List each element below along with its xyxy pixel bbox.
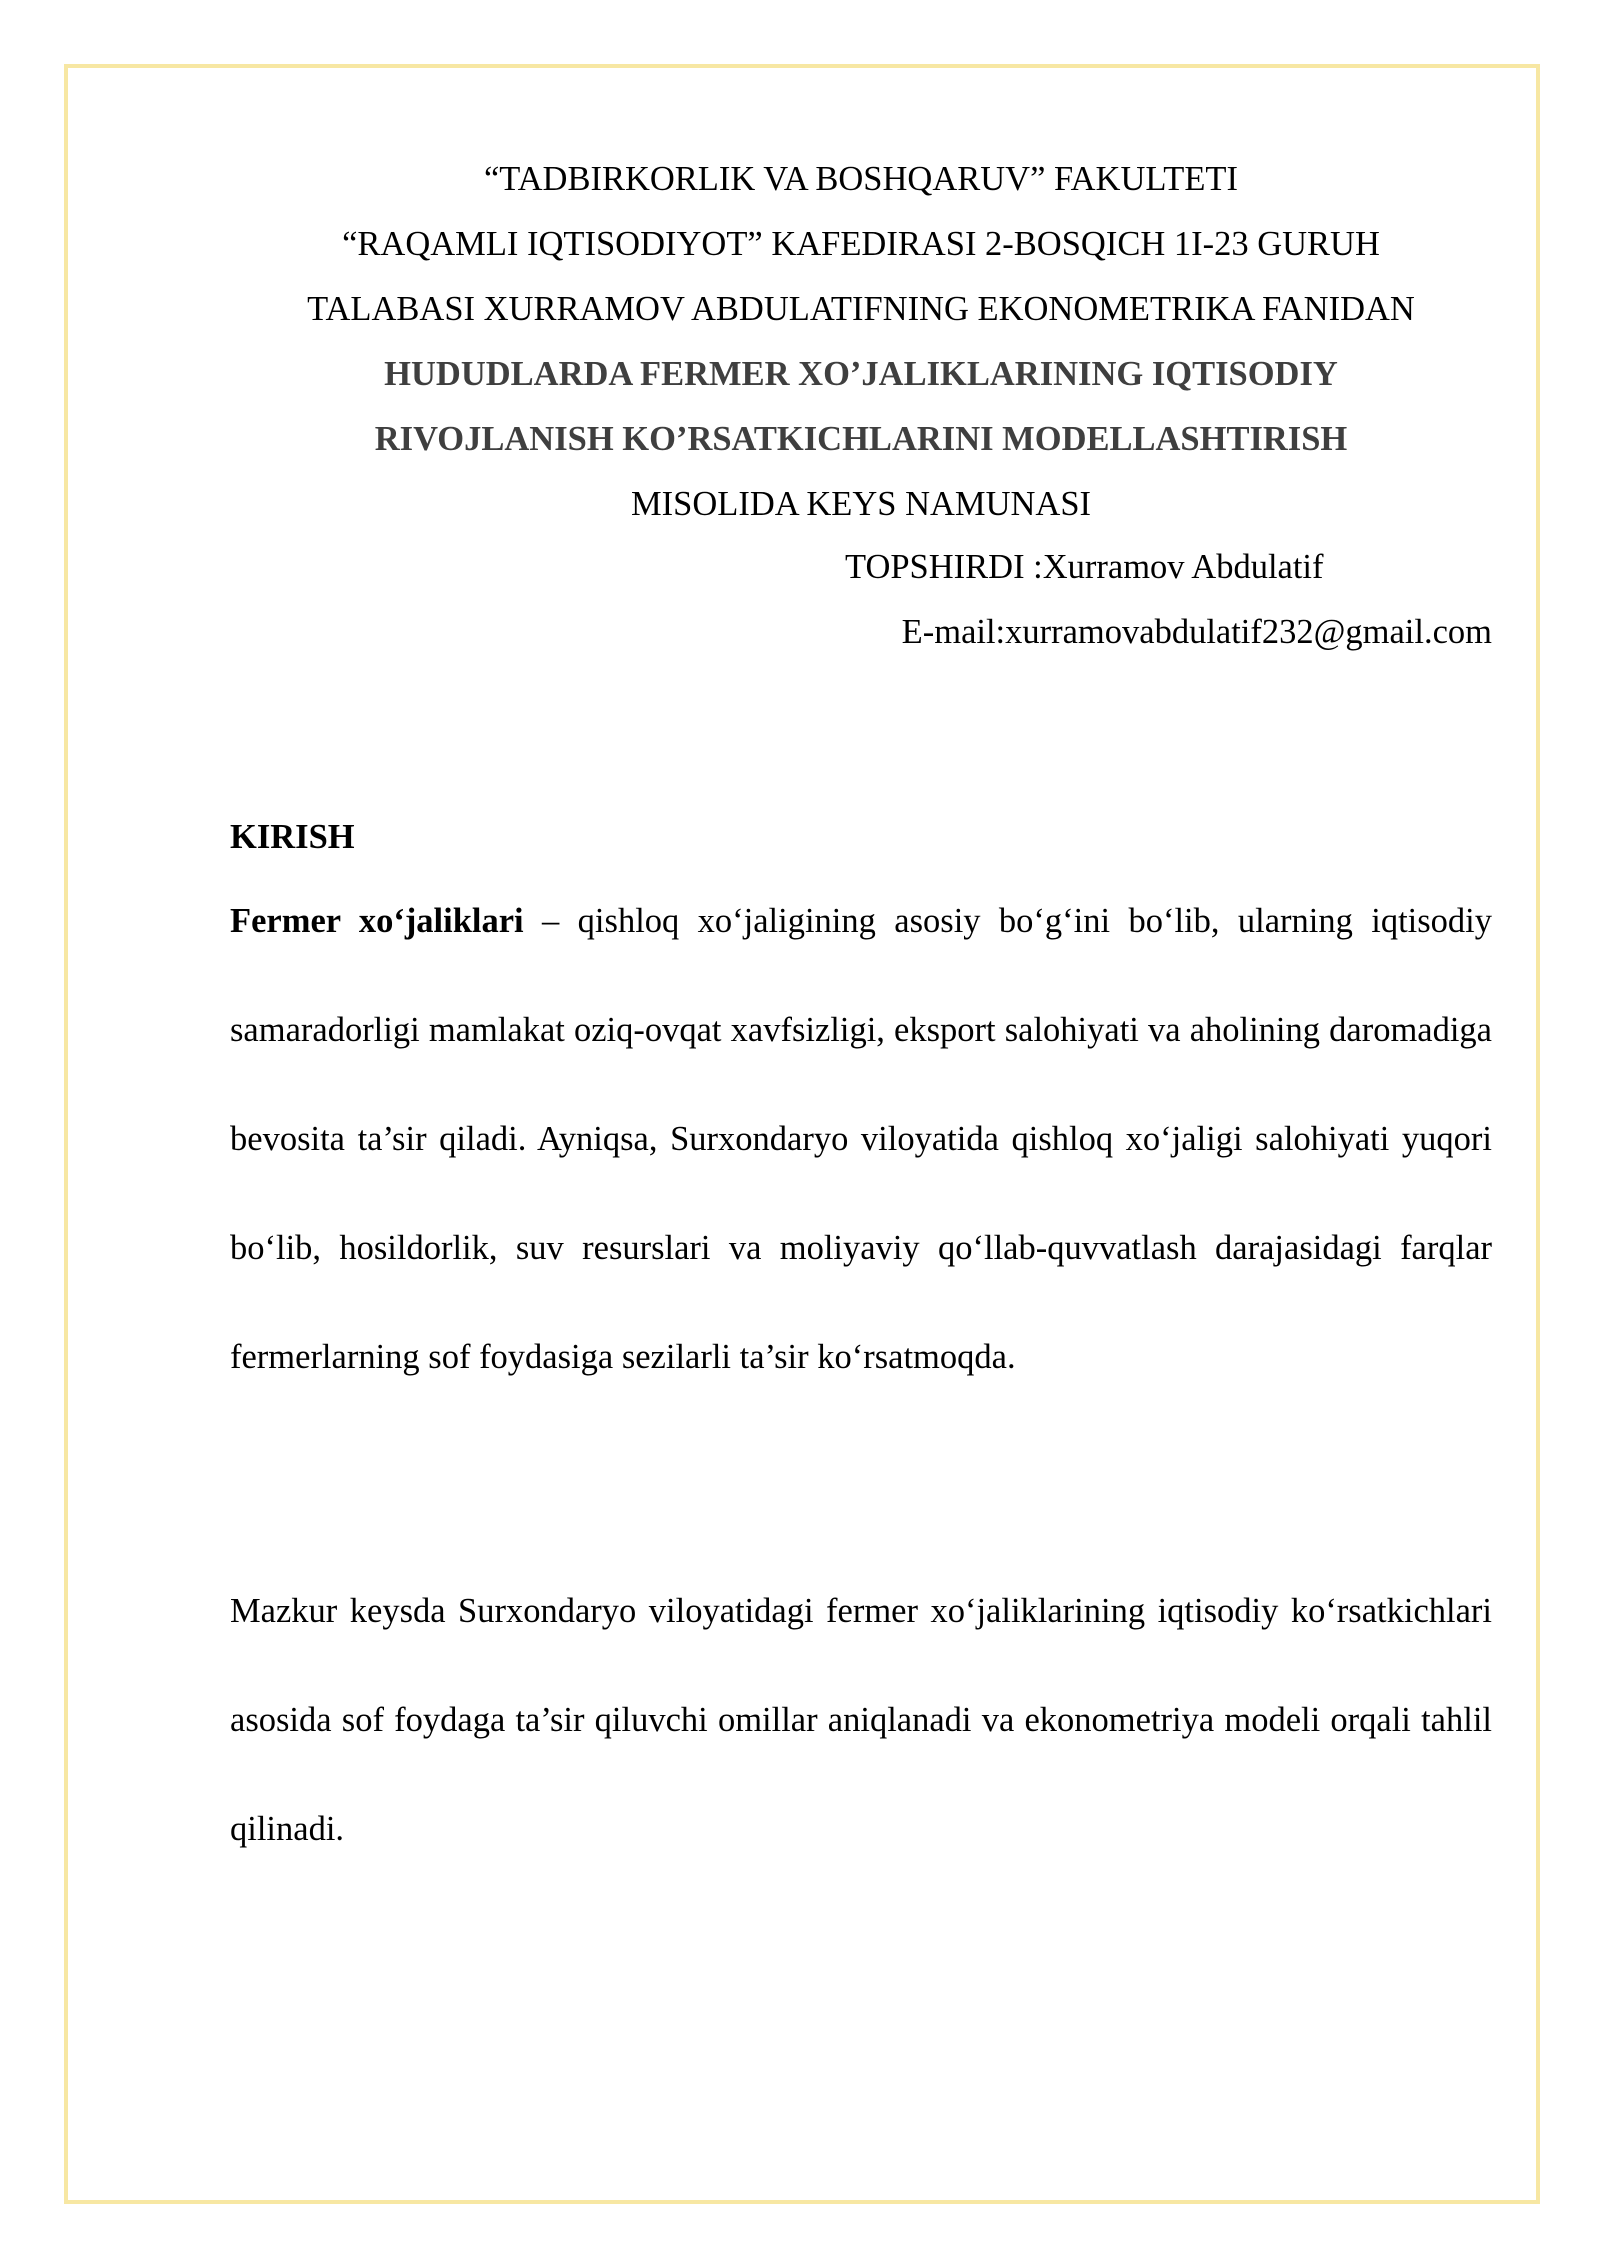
student-line: TALABASI XURRAMOV ABDULATIFNING EKONOMETRIKA FANIDAN (307, 290, 1415, 328)
document-title-line-1: HUDUDLARDA FERMER XO’JALIKLARINING IQTISODIY (384, 355, 1338, 393)
faculty-line: “TADBIRKORLIK VA BOSHQARUV” FAKULTETI (483, 160, 1238, 198)
author-email: E-mail:xurramovabdulatif232@gmail.com (901, 613, 1492, 651)
department-line: “RAQAMLI IQTISODIYOT” KAFEDIRASI 2-BOSQICH 1I-23 GURUH (342, 225, 1380, 263)
submitted-by: TOPSHIRDI :Xurramov Abdulatif (845, 548, 1324, 586)
intro-paragraph-1 (230, 867, 1492, 1412)
case-study-line: MISOLIDA KEYS NAMUNASI (630, 485, 1092, 523)
document-header (230, 147, 1492, 537)
intro-paragraph-2 (230, 1557, 1492, 1884)
document-title-line-2: RIVOJLANISH KO’RSATKICHLARINI MODELLASHTIRISH (374, 420, 1348, 458)
section-heading: KIRISH (230, 818, 355, 856)
paragraph-1-text: – qishloq xo‘jaligining asosiy bo‘g‘ini bo‘lib, ularning iqtisodiy samaradorligi mamlakat oziq-ovqat xavfsizligi, eksport salohiyati va aholining daromadiga bevosita ta’sir qiladi. Ayniqsa, Surxondaryo viloyatida qishloq xo‘jaligi salohiyati yuqori bo‘lib, hosildorlik, suv resurslari va moliyaviy qo‘llab-quvvatlash darajasidagi farqlar fermerlarning sof foydasiga sezilarli ta’sir ko‘rsatmoqda. (230, 902, 1492, 1376)
paragraph-lead-term: Fermer xo‘jaliklari (230, 902, 524, 940)
paragraph-2-text: Mazkur keysda Surxondaryo viloyatidagi fermer xo‘jaliklarining iqtisodiy ko‘rsatkichlari asosida sof foydaga ta’sir qiluvchi omillar aniqlanadi va ekonometriya modeli orqali tahlil qilinadi. (230, 1592, 1492, 1848)
